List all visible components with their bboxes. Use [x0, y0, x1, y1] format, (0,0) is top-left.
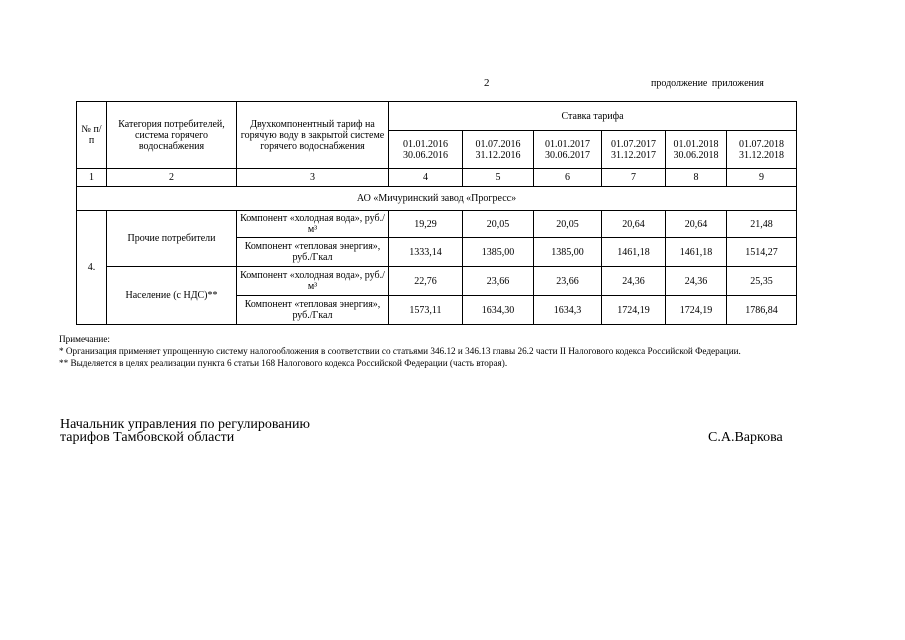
tariff-value: 22,76	[389, 267, 463, 296]
tariff-value: 19,29	[389, 211, 463, 238]
notes-block	[59, 333, 804, 369]
tariff-value: 23,66	[463, 267, 534, 296]
page-number: 2	[484, 77, 490, 89]
notes-title: Примечание:	[59, 334, 110, 344]
tariff-value: 1786,84	[727, 296, 797, 325]
tariff-value: 25,35	[727, 267, 797, 296]
tariff-value: 21,48	[727, 211, 797, 238]
tariff-value: 1724,19	[666, 296, 727, 325]
column-number: 2	[107, 169, 237, 187]
tariff-value: 1461,18	[666, 238, 727, 267]
tariff-value: 24,36	[602, 267, 666, 296]
tariff-value: 20,05	[534, 211, 602, 238]
header-num: № п/п	[77, 102, 107, 169]
signatory-name: С.А.Варкова	[708, 430, 783, 445]
tariff-value: 20,64	[666, 211, 727, 238]
header-category: Категория потребителей, система горячего водоснабжения	[107, 102, 237, 169]
tariff-table	[76, 101, 797, 325]
category-population: Население (с НДС)**	[107, 267, 237, 325]
tariff-value: 20,05	[463, 211, 534, 238]
tariff-value: 1634,3	[534, 296, 602, 325]
period-header: 01.07.2016 31.12.2016	[463, 131, 534, 169]
component-label: Компонент «тепловая энергия», руб./Гкал	[237, 238, 389, 267]
tariff-value: 24,36	[666, 267, 727, 296]
category-other: Прочие потребители	[107, 211, 237, 267]
column-number: 1	[77, 169, 107, 187]
column-number: 3	[237, 169, 389, 187]
company-name: АО «Мичуринский завод «Прогресс»	[77, 187, 797, 211]
period-header: 01.01.2016 30.06.2016	[389, 131, 463, 169]
tariff-value: 1514,27	[727, 238, 797, 267]
tariff-value: 1385,00	[463, 238, 534, 267]
column-number: 5	[463, 169, 534, 187]
column-number: 8	[666, 169, 727, 187]
period-header: 01.01.2018 30.06.2018	[666, 131, 727, 169]
period-header: 01.01.2017 30.06.2017	[534, 131, 602, 169]
column-number: 6	[534, 169, 602, 187]
period-header: 01.07.2017 31.12.2017	[602, 131, 666, 169]
component-label: Компонент «холодная вода», руб./м³	[237, 211, 389, 238]
header-tariff: Двухкомпонентный тариф на горячую воду в закрытой системе горячего водоснабжения	[237, 102, 389, 169]
continuation-label: продолжение приложения	[651, 78, 764, 89]
tariff-value: 23,66	[534, 267, 602, 296]
header-rate: Ставка тарифа	[389, 102, 797, 131]
row-number: 4.	[77, 211, 107, 325]
tariff-value: 1333,14	[389, 238, 463, 267]
column-number: 9	[727, 169, 797, 187]
tariff-value: 1385,00	[534, 238, 602, 267]
note-simplified-tax: * Организация применяет упрощенную систему налогообложения в соответствии со статьями 346.12 и 346.13 главы 26.2 части II Налогового кодекса Российской Федерации.	[59, 346, 741, 356]
tariff-value: 1634,30	[463, 296, 534, 325]
component-label: Компонент «холодная вода», руб./м³	[237, 267, 389, 296]
signatory-title: Начальник управления по регулированию тарифов Тамбовской области	[60, 417, 310, 445]
column-number: 4	[389, 169, 463, 187]
tariff-value: 1724,19	[602, 296, 666, 325]
note-vat: ** Выделяется в целях реализации пункта 6 статьи 168 Налогового кодекса Российской Федерации (часть вторая).	[59, 358, 508, 368]
tariff-value: 1573,11	[389, 296, 463, 325]
tariff-value: 20,64	[602, 211, 666, 238]
component-label: Компонент «тепловая энергия», руб./Гкал	[237, 296, 389, 325]
column-number: 7	[602, 169, 666, 187]
period-header: 01.07.2018 31.12.2018	[727, 131, 797, 169]
tariff-value: 1461,18	[602, 238, 666, 267]
